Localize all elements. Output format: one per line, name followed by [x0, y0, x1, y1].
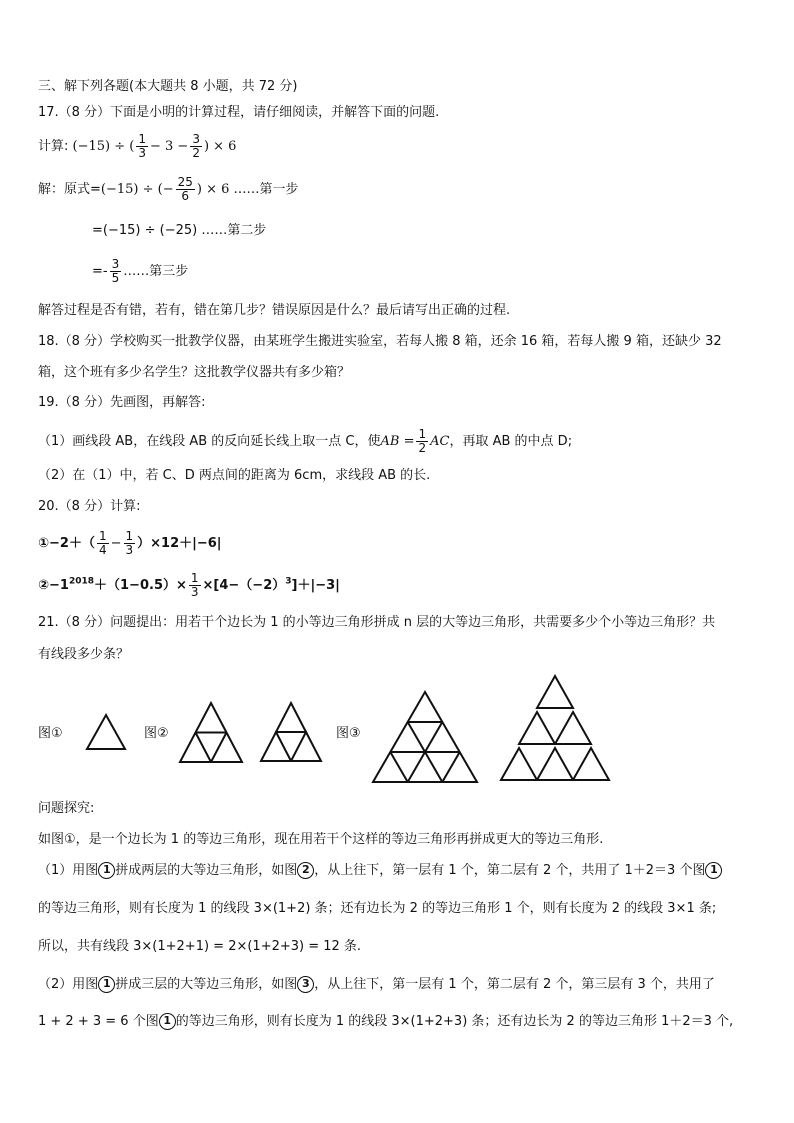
q21-p1-line2: 的等边三角形，则有长度为 1 的线段 3×(1+2) 条；还有边长为 2 的等边三角形 1 个，则有长度为 2 的线段 3×1 条;: [38, 901, 717, 916]
q17-step2: =(−15) ÷ (−25) ……第二步: [92, 223, 267, 238]
q18-line2: 箱，这个班有多少名学生？这批教学仪器共有多少箱？: [38, 365, 351, 380]
q19-frac: $\frac{1}{2}$: [418, 427, 427, 455]
q21-p1-line1: （1）用图 1 拼成两层的大等边三角形，如图 2 ，从上往下，第一层有 1 个，第二层有 2 个，共用了 1＋2＝3 个图 1: [38, 862, 722, 880]
q17-question: 解答过程是否有错，若有，错在第几步？错误原因是什么？最后请写出正确的过程.: [38, 303, 511, 318]
circled-2: 2: [297, 862, 314, 879]
q21-intro: 如图①，是一个边长为 1 的等边三角形，现在用若干个这样的等边三角形再拼成更大的等边三角形.: [38, 832, 604, 847]
fig3-label: 图③: [336, 726, 361, 741]
explore-heading: 问题探究:: [38, 801, 95, 816]
fig1-triangle: [84, 712, 128, 752]
circled-1: 1: [705, 862, 722, 879]
q21-p2-line1: （2）用图 1 拼成三层的大等边三角形，如图 3 ，从上往下，第一层有 1 个，第二层有 2 个，第三层有 3 个，共用了: [38, 977, 715, 992]
fig2-triangles: [175, 700, 355, 768]
circled-1: 1: [98, 976, 115, 993]
step1-frac: $\frac{25}{6}$: [177, 175, 193, 203]
fig3-triangles: [370, 672, 650, 784]
fig2-label: 图②: [144, 726, 169, 741]
circled-3: 3: [297, 976, 314, 993]
q20-expr2: $②-1^{2018}+(1-0.5)\times$ $\frac{1}{3}$ $\times[4-(-2)^3]+|-3|$: [38, 571, 340, 599]
calc-expr-a: (−15) ÷ (: [72, 139, 135, 154]
q21-line1: 21.（8 分）问题提出：用若干个边长为 1 的小等边三角形拼成 n 层的大等边三角形，共需要多少个小等边三角形？共: [38, 615, 716, 630]
q17-title: 17.（8 分）下面是小明的计算过程，请仔细阅读，并解答下面的问题.: [38, 105, 440, 120]
step3-frac: $\frac{3}{5}$: [111, 257, 120, 285]
section-header: 三、解下列各题(本大题共 8 小题，共 72 分): [38, 79, 298, 94]
calc-frac2: $\frac{3}{2}$: [192, 132, 200, 160]
q19-part1: （1）画线段 AB，在线段 AB 的反向延长线上取一点 C，使AB = $\frac{1}{2}$ AC，再取 AB 的中点 D;: [38, 427, 573, 455]
q21-p1-line3: 所以，共有线段 3×(1+2+1) = 2×(1+2+3) = 12 条.: [38, 939, 362, 954]
fig1-label: 图①: [38, 726, 63, 741]
q21-p2-line2: 1 + 2 + 3 = 6 个图 1 的等边三角形，则有长度为 1 的线段 3×(1+2+3) 条；还有边长为 2 的等边三角形 1＋2＝3 个,: [38, 1014, 734, 1029]
calc-expr-c: ) × 6: [203, 139, 237, 154]
q20-expr1: ①−2＋（ $\frac{1}{4}$ − $\frac{1}{3}$ ）×12＋|−6|: [38, 529, 222, 557]
q18-line1: 18.（8 分）学校购买一批教学仪器，由某班学生搬进实验室，若每人搬 8 箱，还余 16 箱，若每人搬 9 箱，还缺少 32: [38, 334, 722, 349]
q17-step1: 解：原式=(−15) ÷ (− $\frac{25}{6}$ ) × 6 ……第一步: [38, 175, 299, 203]
circled-1: 1: [98, 862, 115, 879]
q17-calc: [38, 133, 236, 160]
q20-frac2: $\frac{1}{3}$: [125, 529, 134, 557]
circled-1: 1: [159, 1013, 176, 1030]
q20-title: 20.（8 分）计算:: [38, 499, 141, 514]
q17-step3: =- $\frac{3}{5}$ ……第三步: [92, 257, 189, 285]
calc-expr-b: − 3 −: [149, 139, 189, 154]
calc-label: 计算:: [38, 139, 69, 154]
q20-frac3: $\frac{1}{3}$: [190, 571, 199, 599]
q20-frac1: $\frac{1}{4}$: [98, 529, 107, 557]
q21-line2: 有线段多少条？: [38, 647, 130, 662]
q19-title: 19.（8 分）先画图，再解答:: [38, 395, 206, 410]
q19-part2: （2）在（1）中，若 C、D 两点间的距离为 6cm，求线段 AB 的长.: [38, 468, 431, 483]
calc-frac1: $\frac{1}{3}$: [138, 132, 146, 160]
